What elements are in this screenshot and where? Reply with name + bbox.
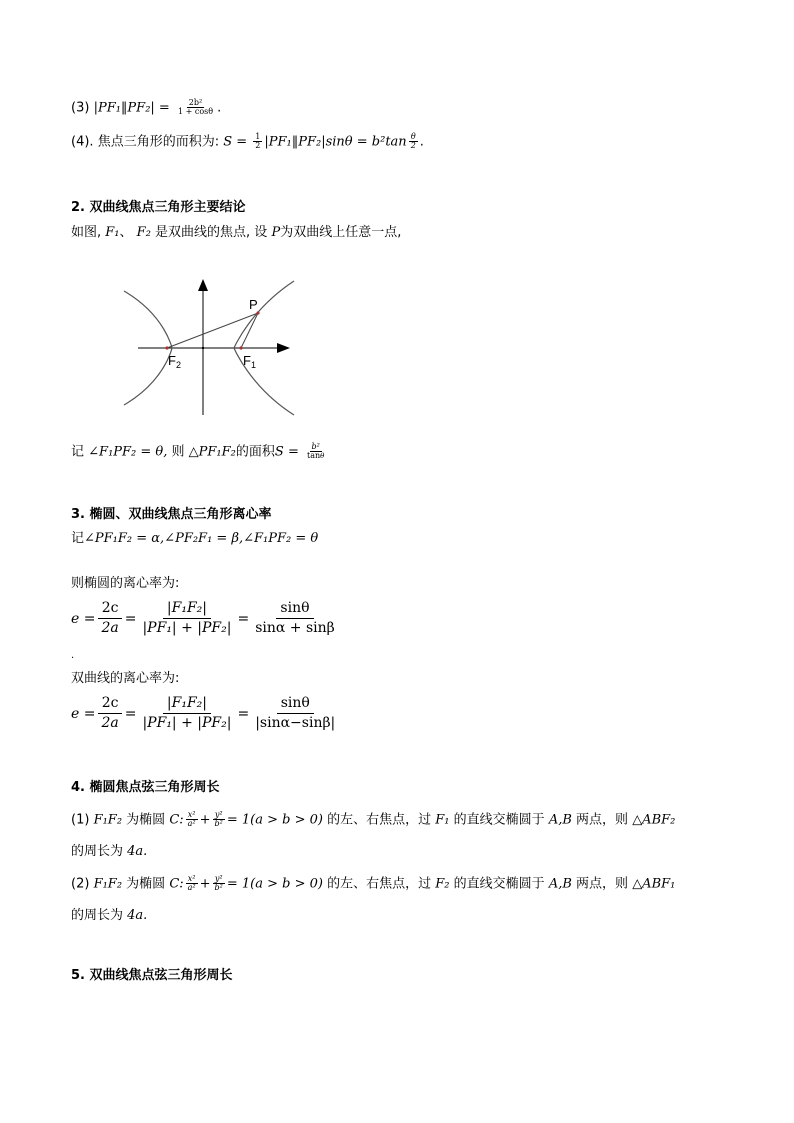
section-5-heading: 5. 双曲线焦点弦三角形周长	[71, 968, 233, 983]
hyperbola-eccentricity-label: 双曲线的离心率为:	[71, 671, 180, 686]
section-3-definition: 记∠PF₁F₂ = α,∠PF₂F₁ = β,∠F₁PF₂ = θ	[71, 531, 319, 546]
origin	[202, 347, 204, 349]
section-4-item-2: (2) F₁F₂ 为椭圆 C: $\frac{\text{x²}}{\text{a²}}$ + $\frac{\text{y²}}{\text{b²}}$ = 1(a > b > 0) 的左、右焦点，过 F₂ 的直线交椭圆于 A,B 两点，则 △ABF₁	[71, 874, 676, 893]
section-2-heading: 2. 双曲线焦点三角形主要结论	[71, 200, 246, 215]
ellipse-eccentricity-label: 则椭圆的离心率为:	[71, 576, 180, 591]
section-4-item-2-cont: 的周长为 4a.	[71, 908, 148, 923]
ellipse-eccentricity-formula: e = $\frac{2c}{2a}$ = $\frac{\text{|F₁F₂|}}{\text{|PF₁| + |PF₂|}}$ = $\frac{\sin\theta}{\sin\alpha + \sin\beta}$	[71, 600, 335, 637]
hyperbola-eccentricity-formula: e = $\frac{2c}{2a}$ = $\frac{\text{|F₁F₂|}}{\text{|PF₁| + |PF₂|}}$ = $\frac{\sin\theta}{|\sin\alpha-\sin\beta|}$	[71, 695, 336, 732]
item3-fraction: $\frac{\text{2b²}}{1 + \cos\theta}$	[177, 98, 214, 117]
section-4-heading: 4. 椭圆焦点弦三角形周长	[71, 780, 220, 795]
point-f1	[239, 346, 242, 349]
hyperbola-figure	[110, 275, 310, 425]
section-4-item-1-cont: 的周长为 4a.	[71, 844, 148, 859]
point-f2	[165, 346, 168, 349]
y-axis-arrow	[198, 279, 208, 291]
separator-dot: .	[71, 650, 75, 661]
section-3-heading: 3. 椭圆、双曲线焦点三角形离心率	[71, 507, 272, 522]
label-f1: $F_1$	[243, 353, 256, 370]
x-axis-arrow	[277, 343, 290, 353]
label-p: P	[249, 297, 258, 312]
item-3: (3) |PF₁‖PF₂| = $\frac{\text{2b²}}{1 + \cos\theta}$ .	[71, 98, 222, 117]
item-4: (4). 焦点三角形的而积为: S = $\frac{1}{2}$ |PF₁‖PF₂|sinθ = b²tan $\frac{\theta}{2}$ .	[71, 132, 424, 151]
section-4-item-1: (1) F₁F₂ 为椭圆 C: $\frac{\text{x²}}{\text{a²}}$ + $\frac{\text{y²}}{\text{b²}}$ = 1(a > b > 0) 的左、右焦点，过 F₁ 的直线交椭圆于 A,B 两点，则 △ABF₂	[71, 810, 676, 829]
label-f2: $F_2$	[168, 353, 181, 370]
section-2-intro: 如图, F₁、 F₂ 是双曲线的焦点, 设 P为双曲线上任意一点,	[71, 225, 402, 240]
section-2-note: 记 ∠F₁PF₂ = θ, 则 △PF₁F₂的面积S = $\frac{\text{b²}}{\tan\theta}$	[71, 442, 325, 461]
